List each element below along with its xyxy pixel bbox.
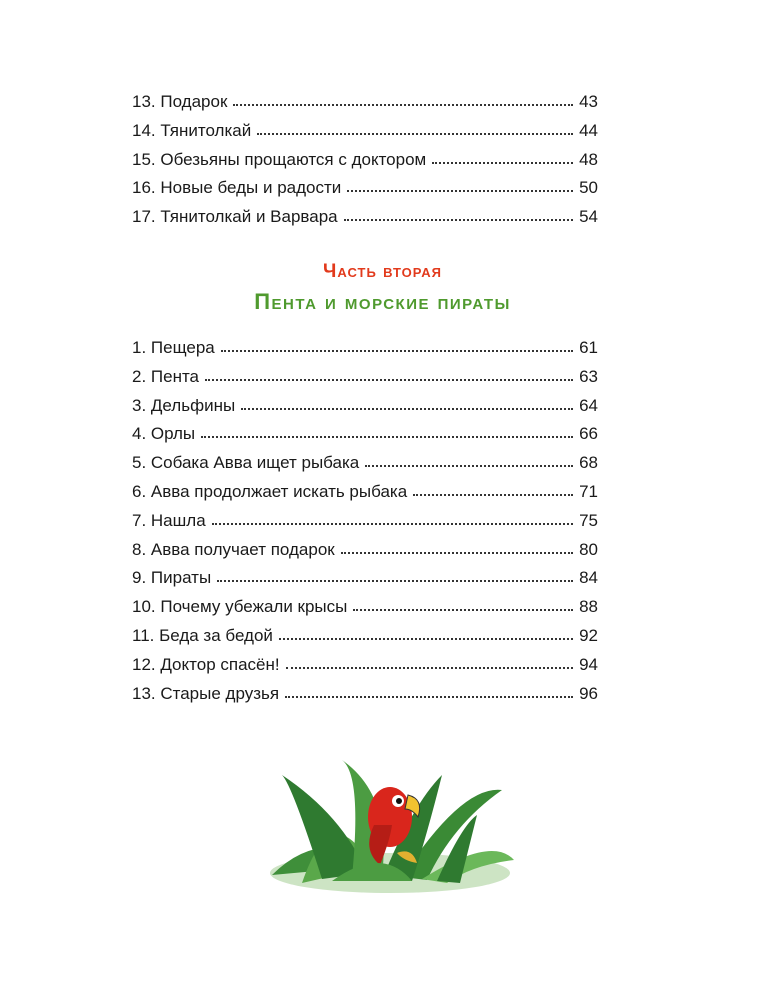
toc-entry xyxy=(132,334,598,363)
toc-entry-page: 71 xyxy=(579,481,598,501)
part-title: Пента и морские пираты xyxy=(254,289,511,314)
toc-leader-dots xyxy=(344,218,573,221)
toc-entry-title: 1. Пещера xyxy=(132,338,215,357)
toc-entry-page: 88 xyxy=(579,597,598,617)
toc-entry-page: 80 xyxy=(579,539,598,559)
toc-entry-page: 48 xyxy=(579,149,598,169)
toc-entry xyxy=(132,536,598,565)
toc-entry-title: 13. Старые друзья xyxy=(132,683,280,703)
toc-leader-dots xyxy=(347,189,573,192)
toc-leader-dots xyxy=(257,132,573,135)
toc-entry-title: 13. Подарок xyxy=(132,92,228,111)
toc-entry-page: 66 xyxy=(579,424,598,444)
part-label: Часть вторая xyxy=(323,261,442,282)
toc-entry-title: 6. Авва продолжает искать рыбака xyxy=(132,481,408,501)
toc-entry-title: 4. Орлы xyxy=(132,424,196,444)
toc-entry xyxy=(132,174,598,203)
toc-entry xyxy=(132,363,598,392)
toc-leader-dots xyxy=(201,435,573,438)
toc-entry xyxy=(132,680,598,709)
toc-entry-title: 9. Пираты xyxy=(132,568,212,588)
toc-entry-title: 2. Пента xyxy=(132,366,200,386)
toc-entry xyxy=(132,507,598,536)
toc-entry xyxy=(132,593,598,622)
toc-entry-title: 12. Доктор спасён! xyxy=(132,654,280,674)
toc-entry xyxy=(132,88,598,117)
toc-entry-page: 75 xyxy=(579,510,598,530)
toc-leader-dots xyxy=(432,161,573,164)
toc-entry-page: 54 xyxy=(579,207,598,227)
toc-entry xyxy=(132,203,598,232)
toc-leader-dots xyxy=(365,464,573,467)
toc-entry-page: 50 xyxy=(579,178,598,198)
toc-entry xyxy=(132,651,598,680)
toc-leader-dots xyxy=(212,522,573,525)
toc-entry-title: 17. Тянитолкай и Варвара xyxy=(132,207,338,227)
toc-entry xyxy=(132,622,598,651)
toc-entry xyxy=(132,478,598,507)
toc-leader-dots xyxy=(233,103,573,106)
toc-entry-page: 94 xyxy=(579,654,598,674)
toc-entry-page: 63 xyxy=(579,366,598,386)
toc-part2 xyxy=(132,334,598,708)
toc-entry xyxy=(132,564,598,593)
toc-entry-title: 14. Тянитолкай xyxy=(132,120,252,140)
toc-entry-title: 7. Нашла xyxy=(132,510,206,530)
toc-leader-dots xyxy=(353,608,573,611)
toc-entry-page: 43 xyxy=(579,92,598,111)
toc-entry-page: 68 xyxy=(579,453,598,473)
toc-entry-title: 10. Почему убежали крысы xyxy=(132,597,348,617)
toc-entry-title: 15. Обезьяны прощаются с доктором xyxy=(132,149,427,169)
toc-entry xyxy=(132,420,598,449)
toc-entry-title: 16. Новые беды и радости xyxy=(132,178,342,198)
toc-leader-dots xyxy=(286,666,573,669)
toc-leader-dots xyxy=(341,551,573,554)
toc-entry-page: 84 xyxy=(579,568,598,588)
toc-leader-dots xyxy=(221,349,573,352)
toc-leader-dots xyxy=(217,579,573,582)
toc-entry xyxy=(132,449,598,478)
toc-leader-dots xyxy=(241,407,573,410)
toc-leader-dots xyxy=(285,695,573,698)
toc-entry xyxy=(132,117,598,146)
toc-entry-title: 5. Собака Авва ищет рыбака xyxy=(132,453,360,473)
toc-entry-page: 61 xyxy=(579,338,598,357)
toc-leader-dots xyxy=(279,637,573,640)
toc-entry-title: 11. Беда за бедой xyxy=(132,625,273,645)
toc-entry-page: 64 xyxy=(579,395,598,415)
toc-part1 xyxy=(132,88,598,232)
toc-entry xyxy=(132,392,598,421)
toc-entry xyxy=(132,146,598,175)
toc-entry-title: 8. Авва получает подарок xyxy=(132,539,335,559)
toc-entry-page: 96 xyxy=(579,683,598,703)
toc-entry-title: 3. Дельфины xyxy=(132,395,236,415)
toc-leader-dots xyxy=(413,493,573,496)
toc-entry-page: 44 xyxy=(579,120,598,140)
toc-leader-dots xyxy=(205,378,573,381)
toc-entry-page: 92 xyxy=(579,625,598,645)
parrot-in-grass-icon xyxy=(262,755,517,895)
